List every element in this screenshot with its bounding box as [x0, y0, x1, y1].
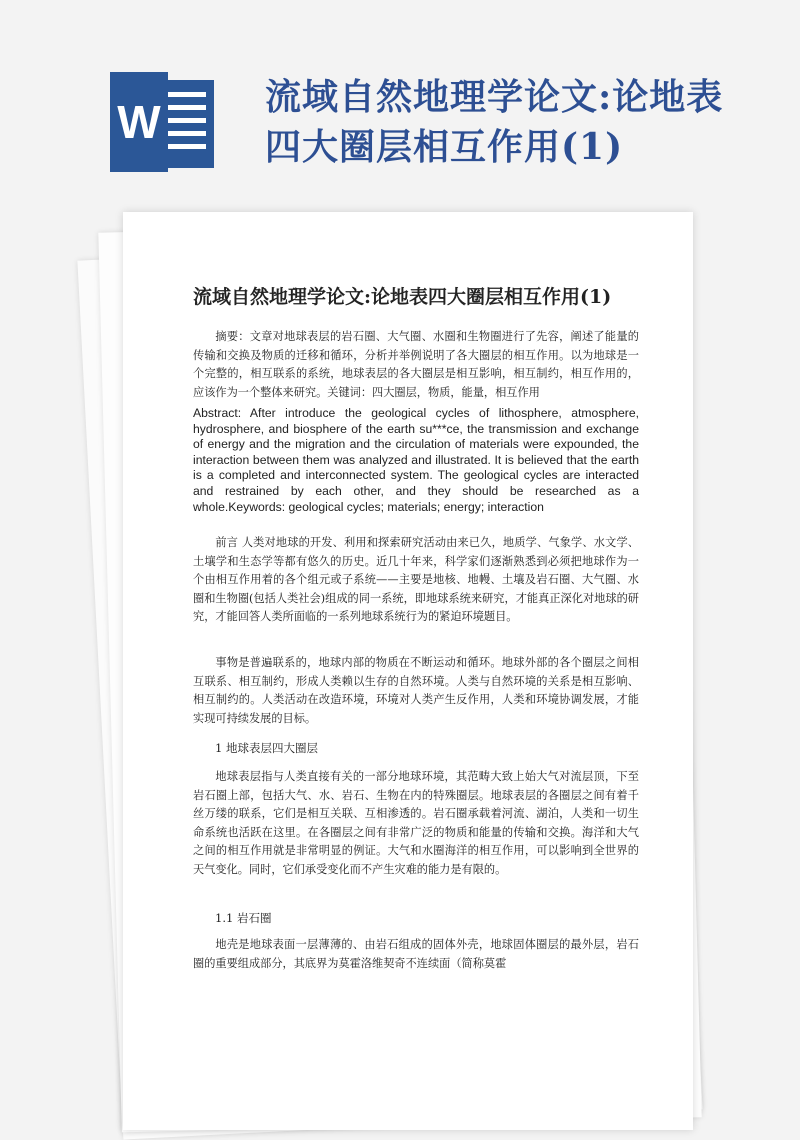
abstract-english: Abstract: After introduce the geological cycles of lithosphere, atmosphere, hydrosphere, and biosphere of the earth su***ce, the transmission and exchange of energy and the migration and the circulation of materials were expounded, the interaction between them was analyzed and illustrated. It is believed that the earth is a completed and interconnected system. The geological cycles are interacted and restrained by each other, and they should be researched as a whole.Keywords: geological cycles; materials; energy; interaction — [193, 406, 639, 514]
title-line-1: 流域自然地理学论文:论地表 — [265, 76, 724, 118]
header — [0, 0, 800, 200]
page-title — [265, 72, 765, 172]
word-icon-letter: W — [117, 96, 161, 148]
paragraph-3: 地球表层指与人类直接有关的一部分地球环境，其范畴大致上始大气对流层顶，下至岩石圈上部，包括大气、水、岩石、生物在内的特殊圈层。地球表层的各圈层之间有着千丝万缕的联系，它们是相互关联、互相渗透的。岩石圈承载着河流、湖泊，人类和一切生命系统也活跃在这里。在各圈层之间有非常广泛的物质和能量的传输和交换。海洋和大气之间的相互作用就是非常明显的例证。大气和水圈海洋的相互作用，可以影响到全世界的天气变化。同时，它们承受变化而不产生灾难的能力是有限的。 — [193, 770, 639, 876]
document-page — [123, 212, 693, 1130]
document-title: 流域自然地理学论文:论地表四大圈层相互作用(1) — [193, 286, 612, 308]
paragraph-4: 地壳是地球表面一层薄薄的、由岩石组成的固体外壳，地球固体圈层的最外层，岩石圈的重要组成部分，其底界为莫霍洛维契奇不连续面（简称莫霍 — [193, 938, 639, 970]
word-document-icon — [110, 72, 220, 172]
title-line-2: 四大圈层相互作用(1) — [265, 126, 624, 168]
paragraph-2: 事物是普遍联系的，地球内部的物质在不断运动和循环。地球外部的各个圈层之间相互联系、相互制约，形成人类赖以生存的自然环境。人类与自然环境的关系是相互影响、相互制约的。人类活动在改造环境，环境对人类产生反作用，人类和环境协调发展，才能实现可持续发展的目标。 — [193, 656, 639, 725]
foreword-paragraph: 前言 人类对地球的开发、利用和探索研究活动由来已久，地质学、气象学、水文学、土壤学和生态学等都有悠久的历史。近几十年来，科学家们逐渐熟悉到必须把地球作为一个由相互作用着的各个组元或子系统——主要是地核、地幔、土壤及岩石圈、大气圈、水圈和生物圈(包括人类社会)组成的同一系统，即地球系统来研究，才能真正深化对地球的研究，才能回答人类所面临的一系列地球系统行为的紧迫环境题目。 — [193, 536, 639, 624]
section-heading-1-1: 1.1 岩石圈 — [215, 911, 272, 925]
section-heading-1: 1 地球表层四大圈层 — [215, 741, 318, 755]
abstract-chinese: 摘要：文章对地球表层的岩石圈、大气圈、水圈和生物圈进行了先容，阐述了能量的传输和交换及物质的迁移和循环，分析并举例说明了各大圈层的相互作用。以为地球是一个完整的，相互联系的系统，地球表层的各大圈层是相互影响，相互制约，相互作用的，应该作为一个整体来研究。关键词：四大圈层，物质，能量，相互作用 — [193, 330, 639, 399]
